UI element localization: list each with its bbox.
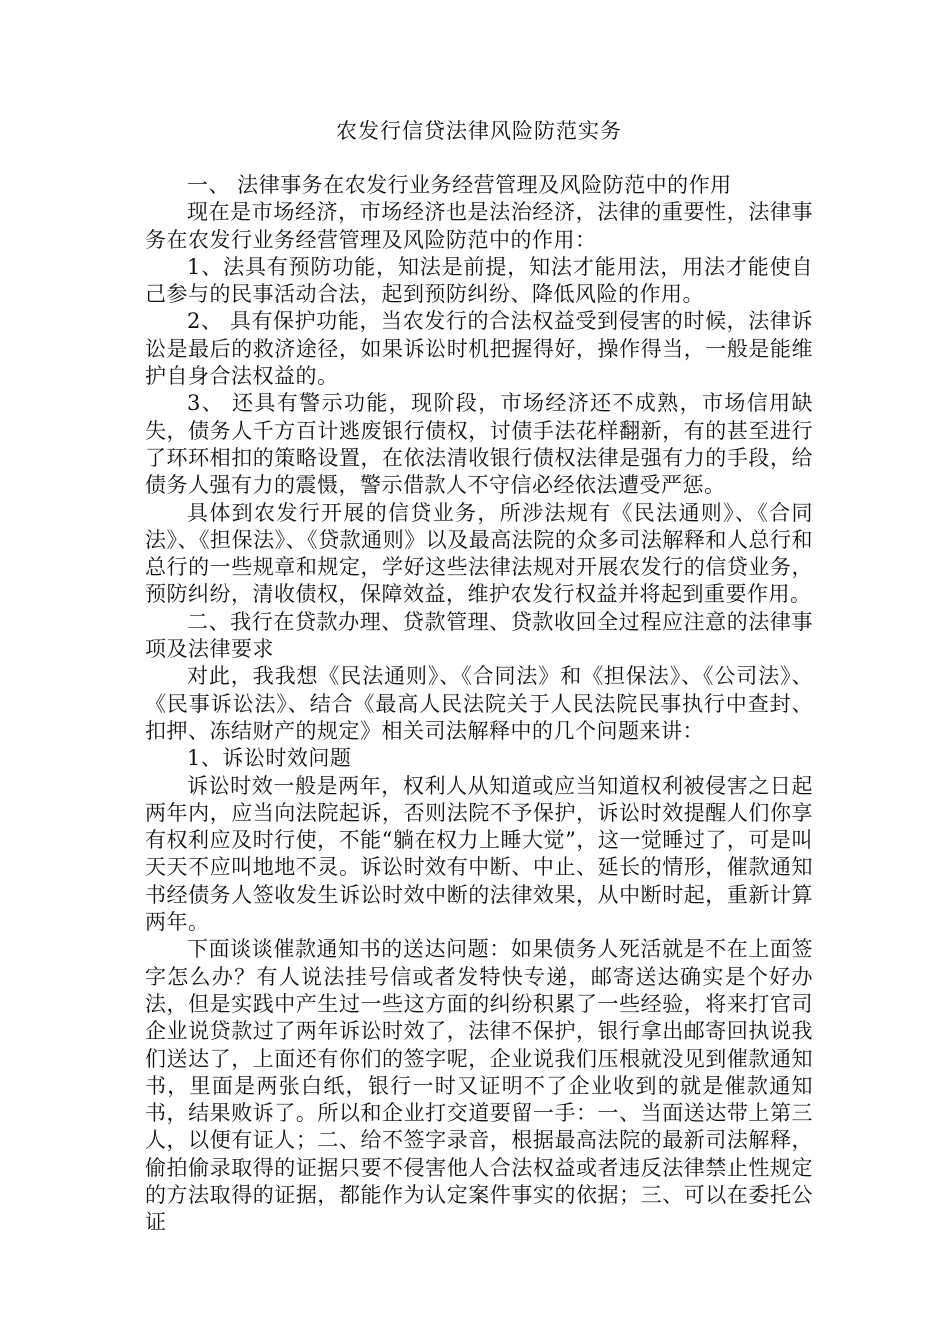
paragraph: 现在是市场经济，市场经济也是法治经济，法律的重要性，法律事务在农发行业务经营管理及风险防范中的作用：: [145, 200, 813, 252]
paragraph: 诉讼时效一般是两年，权利人从知道或应当知道权利被侵害之日起两年内，应当向法院起诉，否则法院不予保护，诉讼时效提醒人们你享有权利应及时行使，不能“躺在权力上睡大觉”，这一觉睡过了，可是叫天天不应叫地地不灵。诉讼时效有中断、中止、延长的情形，催款通知书经债务人签收发生诉讼时效中断的法律效果，从中断时起，重新计算两年。: [145, 773, 813, 935]
paragraph: 对此，我我想《民法通则》、《合同法》和《担保法》、《公司法》、《民事诉讼法》、结合《最高人民法院关于人民法院民事执行中查封、扣押、冻结财产的规定》相关司法解释中的几个问题来讲：: [145, 664, 813, 743]
document-title: 农发行信贷法律风险防范实务: [336, 119, 622, 143]
subsection-heading: 1、诉讼时效问题: [187, 746, 352, 771]
paragraph: 3、 还具有警示功能，现阶段，市场经济还不成熟，市场信用缺失，债务人千方百计逃废银行债权，讨债手法花样翻新，有的甚至进行了环环相扣的策略设置，在依法清收银行债权法律是强有力的手段，给债务人强有力的震慑，警示借款人不守信必经依法遭受严惩。: [145, 391, 813, 498]
section-heading-1: 一、 法律事务在农发行业务经营管理及风险防范中的作用: [187, 173, 732, 197]
paragraph: 1、法具有预防功能，知法是前提，知法才能用法，用法才能使自己参与的民事活动合法，起到预防纠纷、降低风险的作用。: [145, 254, 813, 307]
document-body: [145, 118, 813, 1237]
section-heading-2: 二、我行在贷款办理、贷款管理、贷款收回全过程应注意的法律事项及法律要求: [145, 609, 813, 662]
paragraph: 具体到农发行开展的信贷业务，所涉法规有《民法通则》、《合同法》、《担保法》、《贷款通则》以及最高法院的众多司法解释和人总行和总行的一些规章和规定，学好这些法律法规对开展农发行的信贷业务，预防纠纷，清收债权，保障效益，维护农发行权益并将起到重要作用。: [145, 500, 813, 607]
paragraph: 2、 具有保护功能，当农发行的合法权益受到侵害的时候，法律诉讼是最后的救济途径，如果诉讼时机把握得好，操作得当，一般是能维护自身合法权益的。: [145, 309, 813, 389]
paragraph: 下面谈谈催款通知书的送达问题：如果债务人死活就是不在上面签字怎么办？有人说法挂号信或者发特快专递，邮寄送达确实是个好办法，但是实践中产生过一些这方面的纠纷积累了一些经验，将来打官司企业说贷款过了两年诉讼时效了，法律不保护，银行拿出邮寄回执说我们送达了，上面还有你们的签字呢，企业说我们压根就没见到催款通知书，里面是两张白纸，银行一时又证明不了企业收到的就是催款通知书，结果败诉了。所以和企业打交道要留一手：一、当面送达带上第三人，以便有证人；二、给不签字录音，根据最高法院的最新司法解释，偷拍偷录取得的证据只要不侵害他人合法权益或者违反法律禁止性规定的方法取得的证据，都能作为认定案件事实的依据；三、可以在委托公证: [145, 937, 813, 1235]
